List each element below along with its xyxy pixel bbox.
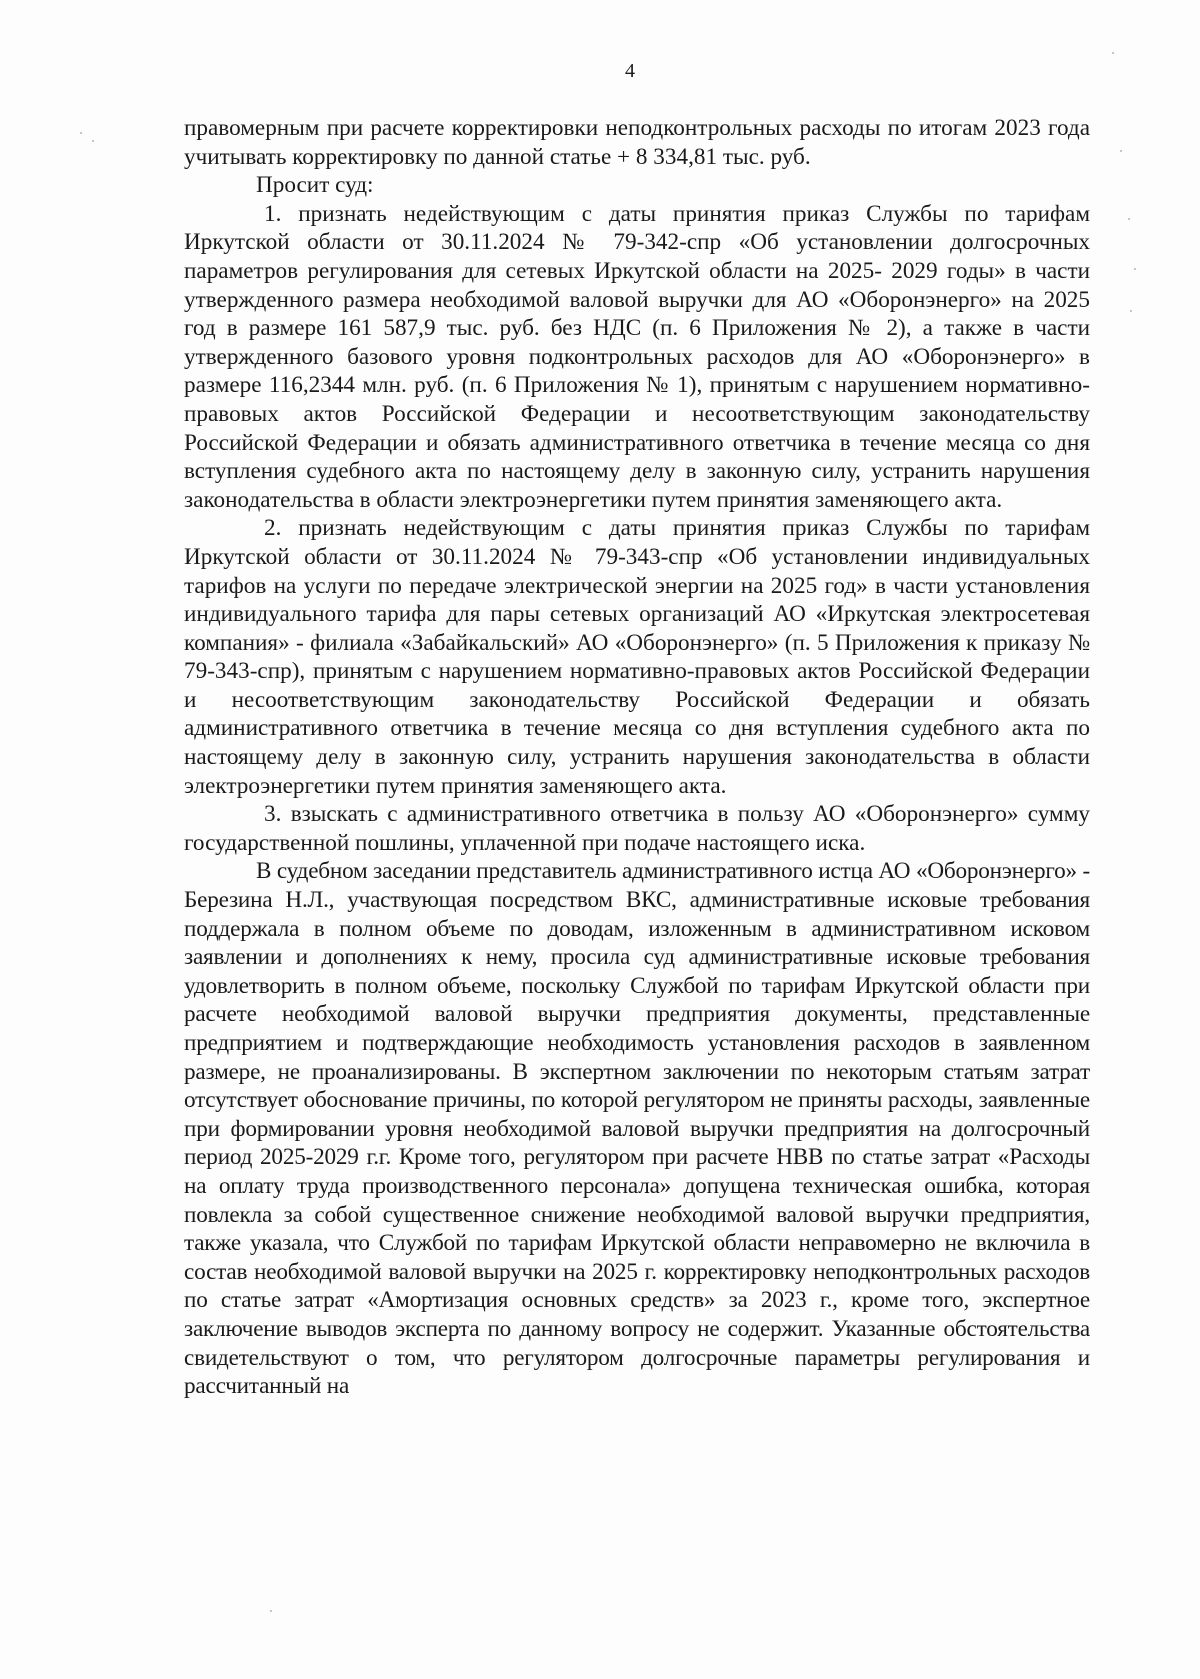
scan-speck: [1130, 310, 1132, 312]
scan-speck: [270, 1610, 272, 1612]
scan-speck: [1134, 268, 1136, 270]
paragraph-continuation: правомерным при расчете корректировки неподконтрольных расходы по итогам 2023 года учитывать корректировку по данной статье + 8 334,81 тыс. руб.: [184, 115, 1090, 170]
paragraph-request-item-3: 3. взыскать с административного ответчика в пользу АО «Оборонэнерго» сумму государственной пошлины, уплаченной при подаче настоящего иска.: [184, 801, 1090, 856]
scan-speck: [1128, 218, 1130, 220]
paragraph-request-item-2: 2. признать недействующим с даты принятия приказ Службы по тарифам Иркутской области от 30.11.2024 № 79-343-спр «Об установлении индивидуальных тарифов на услуги по передаче электрической энергии на 2025 год» в части установления индивидуального тарифа для пары сетевых организаций АО «Иркутская электросетевая компания» - филиала «Забайкальский» АО «Оборонэнерго» (п. 5 Приложения к приказу № 79-343-спр), принятым с нарушением нормативно-правовых актов Российской Федерации и несоответствующим законодательству Российской Федерации и обязать административного ответчика в течение месяца со дня вступления судебного акта по настоящему делу в законную силу, устранить нарушения законодательства в области электроэнергетики путем принятия заменяющего акта.: [184, 515, 1090, 799]
paragraph-request-item-1: 1. признать недействующим с даты принятия приказ Службы по тарифам Иркутской области от 30.11.2024 № 79-342-спр «Об установлении долгосрочных параметров регулирования для сетевых Иркутской области на 2025- 2029 годы» в части утвержденного размера необходимой валовой выручки для АО «Оборонэнерго» на 2025 год в размере 161 587,9 тыс. руб. без НДС (п. 6 Приложения № 2), а также в части утвержденного базового уровня подконтрольных расходов для АО «Оборонэнерго» в размере 116,2344 млн. руб. (п. 6 Приложения № 1), принятым с нарушением нормативно-правовых актов Российской Федерации и несоответствующим законодательству Российской Федерации и обязать административного ответчика в течение месяца со дня вступления судебного акта по настоящему делу в законную силу, устранить нарушения законодательства в области электроэнергетики путем принятия заменяющего акта.: [184, 200, 1090, 513]
paragraph-request-heading: Просит суд:: [256, 172, 374, 199]
page-number: 4: [625, 60, 635, 82]
scan-speck: [92, 140, 94, 142]
paragraph-court-session: В судебном заседании представитель административного истца АО «Оборонэнерго» - Березина Н.Л., участвующая посредством ВКС, административные исковые требования поддержала в полном объеме по доводам, изложенным в административном исковом заявлении и дополнениях к нему, просила суд административные исковые требования удовлетворить в полном объеме, поскольку Службой по тарифам Иркутской области при расчете необходимой валовой выручки предприятия документы, представленные предприятием и подтверждающие необходимость установления расходов в заявленном размере, не проанализированы. В экспертном заключении по некоторым статьям затрат отсутствует обоснование причины, по которой регулятором не приняты расходы, заявленные при формировании уровня необходимой валовой выручки предприятия на долгосрочный период 2025-2029 г.г. Кроме того, регулятором при расчете НВВ по статье затрат «Расходы на оплату труда производственного персонала» допущена техническая ошибка, которая повлекла за собой существенное снижение необходимой валовой выручки предприятия, также указала, что Службой по тарифам Иркутской области неправомерно не включила в состав необходимой валовой выручки на 2025 г. корректировку неподконтрольных расходов по статье затрат «Амортизация основных средств» за 2023 г., кроме того, экспертное заключение выводов эксперта по данному вопросу не содержит. Указанные обстоятельства свидетельствуют о том, что регулятором долгосрочные параметры регулирования и рассчитанный на: [184, 858, 1090, 1400]
scan-speck: [1120, 150, 1122, 152]
document-body: [184, 114, 1090, 1401]
scan-speck: [1112, 52, 1114, 54]
scan-speck: [80, 132, 82, 134]
